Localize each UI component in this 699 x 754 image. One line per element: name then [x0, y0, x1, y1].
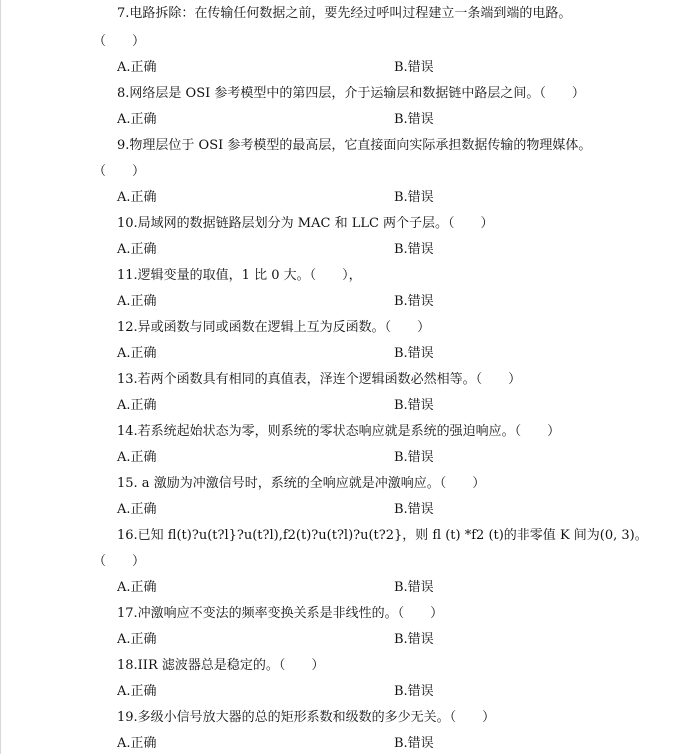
question-16-answer-blank: （ ） [93, 554, 146, 569]
question-8-option-b: B.错误 [394, 112, 434, 127]
question-19-option-a: A.正确 [117, 736, 157, 751]
question-13-option-b: B.错误 [394, 398, 434, 413]
question-11-text: 11.逻辑变量的取值，1 比 0 大。（ ）， [117, 268, 362, 283]
question-16-option-b: B.错误 [394, 580, 434, 595]
question-18-option-a: A.正确 [117, 684, 157, 699]
question-14-option-b: B.错误 [394, 450, 434, 465]
question-11-option-b: B.错误 [394, 294, 434, 309]
question-9-option-b: B.错误 [394, 190, 434, 205]
question-14-text: 14.若系统起始状态为零，则系统的零状态响应就是系统的强迫响应。（ ） [117, 424, 561, 439]
question-13-option-a: A.正确 [117, 398, 157, 413]
question-19-text: 19.多级小信号放大器的总的矩形系数和级数的多少无关。（ ） [117, 710, 496, 725]
question-7-option-b: B.错误 [394, 60, 434, 75]
question-7-option-a: A.正确 [117, 60, 157, 75]
question-16-option-a: A.正确 [117, 580, 157, 595]
question-7-text: 7.电路拆除：在传输任何数据之前，要先经过呼叫过程建立一条端到端的电路。 [117, 6, 572, 21]
question-10-text: 10.局域网的数据链路层划分为 MAC 和 LLC 两个子层。（ ） [117, 216, 494, 231]
question-14-option-a: A.正确 [117, 450, 157, 465]
question-17-option-b: B.错误 [394, 632, 434, 647]
question-19-option-b: B.错误 [394, 736, 434, 751]
question-12-text: 12.异或函数与同或函数在逻辑上互为反函数。（ ） [117, 320, 431, 335]
question-12-option-b: B.错误 [394, 346, 434, 361]
question-18-option-b: B.错误 [394, 684, 434, 699]
question-17-text: 17.冲激响应不变法的频率变换关系是非线性的。（ ） [117, 606, 444, 621]
question-8-option-a: A.正确 [117, 112, 157, 127]
question-9-text: 9.物理层位于 OSI 参考模型的最高层，它直接面向实际承担数据传输的物理媒体。 [117, 138, 592, 153]
question-18-text: 18.IIR 滤波器总是稳定的。（ ） [117, 658, 325, 673]
question-15-option-a: A.正确 [117, 502, 157, 517]
question-12-option-a: A.正确 [117, 346, 157, 361]
question-10-option-b: B.错误 [394, 242, 434, 257]
question-17-option-a: A.正确 [117, 632, 157, 647]
question-13-text: 13.若两个函数具有相同的真值表，泽连个逻辑函数必然相等。（ ） [117, 372, 522, 387]
question-9-answer-blank: （ ） [93, 164, 146, 179]
question-16-text: 16.已知 fl(t)?u(t?l}?u(t?l),f2(t)?u(t?l)?u(t?2}，则 fl (t) *f2 (t)的非零值 K 间为(0, 3)。 [117, 528, 648, 543]
question-9-option-a: A.正确 [117, 190, 157, 205]
question-15-option-b: B.错误 [394, 502, 434, 517]
question-8-text: 8.网络层是 OSI 参考模型中的第四层，介于运输层和数据链中路层之间。（ ） [117, 86, 585, 101]
question-11-option-a: A.正确 [117, 294, 157, 309]
question-10-option-a: A.正确 [117, 242, 157, 257]
question-15-text: 15. a 激励为冲激信号时，系统的全响应就是冲激响应。（ ） [117, 476, 486, 491]
question-7-answer-blank: （ ） [93, 34, 146, 49]
